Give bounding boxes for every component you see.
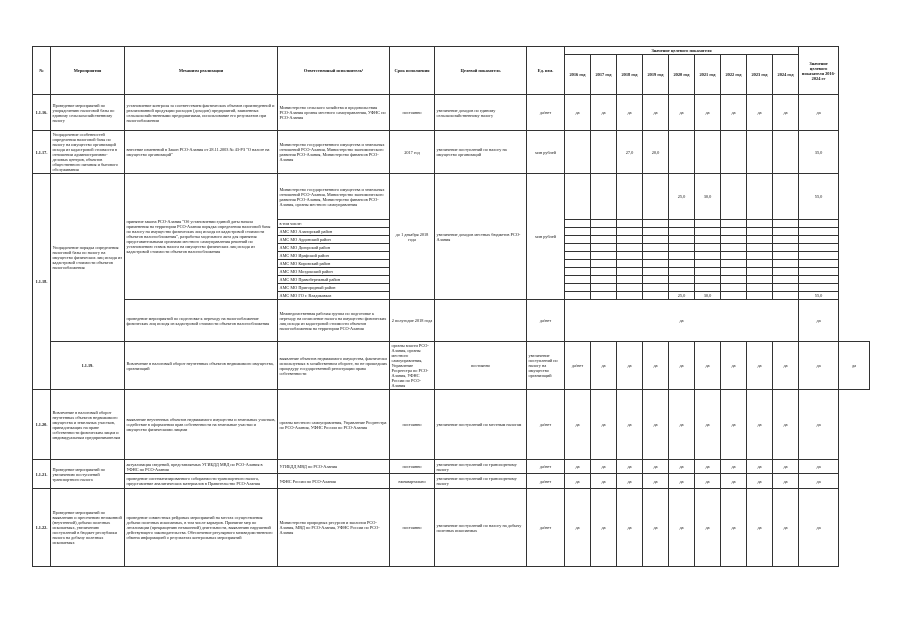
row-value: да (773, 390, 799, 460)
row-value: 20,0 (643, 131, 669, 174)
row-value: да (565, 460, 591, 474)
row-mechanism: проведение совместных рейдовых мероприятий на местах осуществления добычи полезных ископаемых, в том числе карьеров. Принятие мер по легализации (прекращению незаконной) деятельности, выявлению нарушений действующего законодательства. Обеспечение регулярного межведомственного обмена информацией о результатах контрольных мероприятий (125, 489, 278, 567)
row-total: да (799, 95, 839, 131)
subrow-value (695, 244, 721, 252)
row-mechanism: актуализация сведений, представляемых УГИБДД МВД по РСО-Алания в УФНС по РСО-Алания (125, 460, 278, 474)
row-value: да (695, 95, 721, 131)
subrow-value (565, 244, 591, 252)
row-unit: да/нет (527, 390, 565, 460)
subrow-value (747, 268, 773, 276)
subrow-total (799, 276, 839, 284)
subrow-value (695, 220, 721, 228)
extra-value: да (695, 474, 721, 489)
row-total: да (799, 489, 839, 567)
subrow-value (695, 236, 721, 244)
subrow-responsible: АМС МО Дигорский район (278, 244, 390, 252)
row-value: 27,0 (617, 131, 643, 174)
subrow-value (643, 228, 669, 236)
header-year: 2024 год (773, 55, 799, 95)
header-year: 2019 год (643, 55, 669, 95)
subrow-value (747, 244, 773, 252)
subrow-value (721, 268, 747, 276)
row-value: да (565, 95, 591, 131)
row-value: да (721, 460, 747, 474)
subrow-value (617, 228, 643, 236)
row-value: да (591, 460, 617, 474)
row-value: да (721, 342, 747, 390)
measures-table (32, 46, 870, 567)
subrow-value (669, 284, 695, 292)
row-event: Вовлечение в налоговый оборот неучтенных объектов недвижимого имущества, организаций (125, 342, 278, 390)
subrow-value (643, 284, 669, 292)
subrow-value (773, 292, 799, 300)
subrow-value (565, 220, 591, 228)
subrow-value (669, 268, 695, 276)
row-event: Упорядочение порядка определения налоговой базы по налогу на имущество физических лиц исходя из кадастровой стоимости объектов налогообложения (51, 174, 125, 342)
row-value: да (591, 390, 617, 460)
extra-target: увеличение поступлений по транспортному налогу (435, 474, 527, 489)
row-value (773, 131, 799, 174)
row-value: да (747, 489, 773, 567)
row-event: Вовлечение в налоговый оборот неучтенных объектов недвижимого имущества и земельных участков, принадлежащих на праве собственности физическим лицам и индивидуальным предпринимателям (51, 390, 125, 460)
subrow-value (591, 220, 617, 228)
row-value: да (643, 390, 669, 460)
subrow-value (565, 284, 591, 292)
extra-deadline: ежеквартально (390, 474, 435, 489)
row-deadline: до 1 декабря 2018 года (390, 174, 435, 300)
subrow-value (591, 244, 617, 252)
row-value: да (695, 460, 721, 474)
row-value: 25,0 (669, 174, 695, 220)
row-value: да (617, 460, 643, 474)
subrow-value (565, 268, 591, 276)
subrow-value (721, 228, 747, 236)
subrow-responsible: АМС МО Алагирский район (278, 228, 390, 236)
row-number: 1.1.16. (33, 95, 51, 131)
subrow-value (591, 260, 617, 268)
subrow-value (773, 228, 799, 236)
extra-value: да (747, 474, 773, 489)
row-value: да (747, 390, 773, 460)
row-value: 30,0 (695, 174, 721, 220)
subrow-value (591, 252, 617, 260)
subrow-value (591, 236, 617, 244)
subrow-value (565, 292, 591, 300)
row-value: да (617, 489, 643, 567)
extra-merged-value: да (565, 300, 799, 342)
row-value: да (799, 342, 839, 390)
row-unit: млн рублей (527, 174, 565, 300)
row-number: 1.1.21. (33, 460, 51, 489)
subrow-responsible: АМС МО Ардонский район (278, 236, 390, 244)
row-value: да (669, 489, 695, 567)
row-value: да (695, 342, 721, 390)
row-value (721, 131, 747, 174)
row-deadline: постоянно (390, 489, 435, 567)
subrow-value (643, 236, 669, 244)
subrow-value (591, 292, 617, 300)
subrow-total (799, 268, 839, 276)
row-value (747, 131, 773, 174)
extra-responsible: УФНС России по РСО-Алания (278, 474, 390, 489)
row-target: увеличение поступлений по налогу на имущество организаций (435, 131, 527, 174)
row-number: 1.1.19. (51, 342, 125, 390)
row-deadline: постоянно (390, 460, 435, 474)
row-value: да (669, 390, 695, 460)
extra-mechanism: проведение мероприятий по подготовке к переходу на налогообложение физических лиц исходя из кадастровой стоимости объектов налогообложения (125, 300, 278, 342)
subrow-value (669, 276, 695, 284)
row-value: да (565, 390, 591, 460)
header-year: 2017 год (591, 55, 617, 95)
row-value: да (591, 95, 617, 131)
row-value: да (773, 460, 799, 474)
subrow-value (695, 252, 721, 260)
row-responsible: Министерство природных ресурсов и экологии РСО-Алания, МВД по РСО-Алания, УФНС России по РСО-Алания (278, 489, 390, 567)
row-value: да (617, 390, 643, 460)
row-value (721, 174, 747, 220)
subrow-value (721, 276, 747, 284)
row-value: да (695, 489, 721, 567)
subrow-value (643, 244, 669, 252)
subrow-value (773, 244, 799, 252)
subrow-value: 25,0 (669, 292, 695, 300)
subrow-value (695, 260, 721, 268)
row-number: 1.1.18. (33, 174, 51, 390)
header-responsible: Ответственный исполнитель¹ (278, 47, 390, 95)
row-unit: да/нет (565, 342, 591, 390)
subrow-value (721, 284, 747, 292)
row-event: Проведение мероприятий по увеличению поступлений транспортного налога (51, 460, 125, 489)
row-value: да (643, 460, 669, 474)
row-value: да (591, 342, 617, 390)
subrow-value (773, 276, 799, 284)
row-total: да (799, 460, 839, 474)
subrow-value (773, 260, 799, 268)
extra-deadline: 2 полугодие 2018 года (390, 300, 435, 342)
subrow-value (721, 292, 747, 300)
row-value: да (747, 342, 773, 390)
row-target: увеличение поступлений по транспортному налогу (435, 460, 527, 474)
row-unit: да/нет (527, 95, 565, 131)
extra-target (435, 300, 527, 342)
row-value (565, 174, 591, 220)
row-value (669, 131, 695, 174)
subrow-value (773, 268, 799, 276)
subrow-value (617, 268, 643, 276)
subrow-value (617, 236, 643, 244)
extra-unit: да/нет (527, 300, 565, 342)
header-deadline: Срок исполнения (390, 47, 435, 95)
row-responsible: Министерство сельского хозяйства и продовольствия РСО-Алания органы местного самоуправления, УФНС по РСО-Алания (278, 95, 390, 131)
row-value: да (669, 342, 695, 390)
extra-value: да (591, 474, 617, 489)
subrow-total (799, 284, 839, 292)
row-value: да (747, 460, 773, 474)
row-target: увеличение доходов местных бюджетов РСО-Алания (435, 174, 527, 300)
header-year: 2016 год (565, 55, 591, 95)
subrow-total: 55,0 (799, 292, 839, 300)
row-event: Проведение мероприятий по выявлению и пресечению незаконной (неучтенной) добычи полезных ископаемых, увеличению поступлений в бюджет республики налога на добычу полезных ископаемых (51, 489, 125, 567)
subrow-value (565, 260, 591, 268)
subrow-value (591, 276, 617, 284)
row-mechanism: выявление неучтенных объектов недвижимого имущества и земельных участков, содействие в оформлении прав собственности на земельные участки и имущество физическими лицами (125, 390, 278, 460)
row-total: да (839, 342, 870, 390)
subrow-responsible: АМС МО Правобережный район (278, 276, 390, 284)
row-value (617, 174, 643, 220)
row-value: да (669, 95, 695, 131)
row-value: да (643, 95, 669, 131)
row-value: да (773, 342, 799, 390)
row-target: увеличение поступлений по налогу на имущество организаций (527, 342, 565, 390)
row-value (565, 131, 591, 174)
subrow-value (721, 236, 747, 244)
row-total: да (799, 390, 839, 460)
header-event: Мероприятия (51, 47, 125, 95)
row-mechanism: принятие закона РСО-Алания "Об установлении единой даты начала применения на территории РСО-Алания порядка определения налоговой базы по налогу на имущество физических лиц исходя из кадастровой стоимости объектов налогообложения", разработка модельного акта для принятия представительными органами местного самоуправления решений по установлению ставок налога на имущество физических лиц исходя из кадастровой стоимости объектов налогообложения (125, 174, 278, 300)
subrow-total (799, 236, 839, 244)
subrow-value (773, 252, 799, 260)
row-mechanism: установление контроля за соответствием фактических объемов произведенной и реализованной продукции расходов (доходов) предприятий, заявленных сельскохозяйственными предприятиями, использование его результатов при налогообложении (125, 95, 278, 131)
subrow-total (799, 260, 839, 268)
header-year: 2023 год (747, 55, 773, 95)
extra-unit: да/нет (527, 474, 565, 489)
header-num: № (33, 47, 51, 95)
subrow-responsible: АМС МО Кировский район (278, 260, 390, 268)
subrow-responsible: АМС МО Моздокский район (278, 268, 390, 276)
row-value: да (617, 342, 643, 390)
row-deadline: постоянно (390, 390, 435, 460)
subrow-value (695, 276, 721, 284)
header-values-group: Значение целевого показателя (565, 47, 799, 55)
subrow-value (747, 252, 773, 260)
row-event: Упорядочение особенностей определения налоговой базы по налогу на имущество организаций исходя из кадастровой стоимости в отношении административно-деловых центров, объектов общественного питания и бытового обслуживания (51, 131, 125, 174)
row-value: да (747, 95, 773, 131)
row-value: да (773, 95, 799, 131)
subrow-responsible: в том числе: (278, 220, 390, 228)
subrow-value (747, 276, 773, 284)
subrow-value (773, 220, 799, 228)
extra-value: да (617, 474, 643, 489)
subrow-value (669, 260, 695, 268)
header-mechanism: Механизм реализации (125, 47, 278, 95)
subrow-value (695, 284, 721, 292)
subrow-value (669, 228, 695, 236)
subrow-value (565, 228, 591, 236)
subrow-value (643, 276, 669, 284)
subrow-value (565, 252, 591, 260)
row-responsible: Министерство государственного имущества и земельных отношений РСО-Алания, Министерство экономического развития РСО-Алания, Министерство финансов РСО-Алания (278, 131, 390, 174)
subrow-value (617, 252, 643, 260)
row-value: да (591, 489, 617, 567)
row-value (591, 174, 617, 220)
row-value: да (721, 489, 747, 567)
subrow-value (591, 268, 617, 276)
row-number: 1.1.17. (33, 131, 51, 174)
subrow-value (617, 292, 643, 300)
subrow-responsible: АМС МО Ирафский район (278, 252, 390, 260)
subrow-value (669, 252, 695, 260)
row-value: да (643, 342, 669, 390)
extra-total: да (799, 474, 839, 489)
subrow-value (669, 244, 695, 252)
subrow-value (747, 292, 773, 300)
subrow-value (617, 220, 643, 228)
subrow-value (669, 220, 695, 228)
extra-value: да (643, 474, 669, 489)
row-total: 35,0 (799, 131, 839, 174)
header-year: 2021 год (695, 55, 721, 95)
subrow-value (617, 260, 643, 268)
row-value (747, 174, 773, 220)
header-unit: Ед. изм. (527, 47, 565, 95)
subrow-total (799, 244, 839, 252)
subrow-value (617, 244, 643, 252)
subrow-value (643, 260, 669, 268)
subrow-value (747, 236, 773, 244)
row-unit: млн рублей (527, 131, 565, 174)
subrow-value (721, 260, 747, 268)
subrow-value (643, 220, 669, 228)
subrow-value (695, 228, 721, 236)
row-value: да (773, 489, 799, 567)
row-value: да (721, 95, 747, 131)
header-year: 2022 год (721, 55, 747, 95)
row-responsible: органы местного самоуправления, Управление Росреестра по РСО-Алания, УФНС России по РСО-Алания (278, 390, 390, 460)
subrow-value (669, 236, 695, 244)
row-value: да (695, 390, 721, 460)
subrow-value (747, 228, 773, 236)
subrow-total (799, 220, 839, 228)
row-target: увеличение поступлений по налогу на добычу полезных ископаемых (435, 489, 527, 567)
row-deadline: постоянно (390, 95, 435, 131)
subrow-value (773, 284, 799, 292)
header-year: 2018 год (617, 55, 643, 95)
extra-total: да (799, 300, 839, 342)
subrow-total (799, 252, 839, 260)
subrow-value (591, 284, 617, 292)
row-value: да (617, 95, 643, 131)
subrow-value: 30,0 (695, 292, 721, 300)
row-target: увеличение доходов по единому сельскохозяйственному налогу (435, 95, 527, 131)
row-number: 1.1.22. (33, 489, 51, 567)
subrow-value (721, 252, 747, 260)
subrow-value (747, 220, 773, 228)
row-target: увеличение поступлений по местным налогам (435, 390, 527, 460)
row-mechanism: выявление объектов недвижимого имущества, фактически используемых в хозяйственном обороте, но не прошедших процедуру государственной регистрации права собственности (278, 342, 390, 390)
row-value: да (565, 489, 591, 567)
subrow-value (643, 252, 669, 260)
subrow-value (721, 244, 747, 252)
subrow-value (747, 260, 773, 268)
subrow-value (747, 284, 773, 292)
row-total: 55,0 (799, 174, 839, 220)
row-value: да (669, 460, 695, 474)
extra-responsible: Межведомственная рабочая группа по подготовке к переходу на исчисление налога на имущество физических лиц исходя из кадастровой стоимости объектов налогообложения на территории РСО-Алания (278, 300, 390, 342)
row-deadline: постоянно (435, 342, 527, 390)
row-value (591, 131, 617, 174)
subrow-responsible: АМС МО Пригородный район (278, 284, 390, 292)
row-responsible: органы власти РСО-Алания, органы местного самоуправления, Управление Росреестра по РСО-Алания, УФНС России по РСО-Алания (390, 342, 435, 390)
row-value (695, 131, 721, 174)
extra-value: да (773, 474, 799, 489)
row-unit: да/нет (527, 489, 565, 567)
row-mechanism: внесение изменений в Закон РСО-Алания от 28.11.2003 № 43-РЗ "О налоге на имущество организаций" (125, 131, 278, 174)
extra-mechanism: проведение систематизированного собираемости транспортного налога, представление аналитических материалов в Правительство РСО-Алания (125, 474, 278, 489)
extra-value: да (669, 474, 695, 489)
subrow-value (591, 228, 617, 236)
subrow-value (643, 268, 669, 276)
row-unit: да/нет (527, 460, 565, 474)
row-value: да (643, 489, 669, 567)
subrow-value (721, 220, 747, 228)
row-value (773, 174, 799, 220)
row-number: 1.1.20. (33, 390, 51, 460)
header-year: 2020 год (669, 55, 695, 95)
extra-value: да (721, 474, 747, 489)
row-responsible: УГИБДД МВД по РСО-Алания (278, 460, 390, 474)
subrow-value (565, 276, 591, 284)
subrow-value (565, 236, 591, 244)
row-value (643, 174, 669, 220)
subrow-value (695, 268, 721, 276)
row-event: Проведение мероприятий по упорядочению налоговой базы по единому сельскохозяйственному налогу (51, 95, 125, 131)
header-total: Значение целевого показателя 2016-2024 гг (799, 47, 839, 95)
header-target: Целевой показатель (435, 47, 527, 95)
subrow-value (643, 292, 669, 300)
subrow-value (773, 236, 799, 244)
extra-value: да (565, 474, 591, 489)
row-value: да (721, 390, 747, 460)
subrow-value (617, 276, 643, 284)
subrow-responsible: АМС МО ГО г. Владикавказ (278, 292, 390, 300)
subrow-value (617, 284, 643, 292)
row-responsible: Министерство государственного имущества и земельных отношений РСО-Алания, Министерство экономического развития РСО-Алания, Министерство финансов РСО-Алания, органы местного самоуправления (278, 174, 390, 220)
subrow-total (799, 228, 839, 236)
row-deadline: 2017 год (390, 131, 435, 174)
